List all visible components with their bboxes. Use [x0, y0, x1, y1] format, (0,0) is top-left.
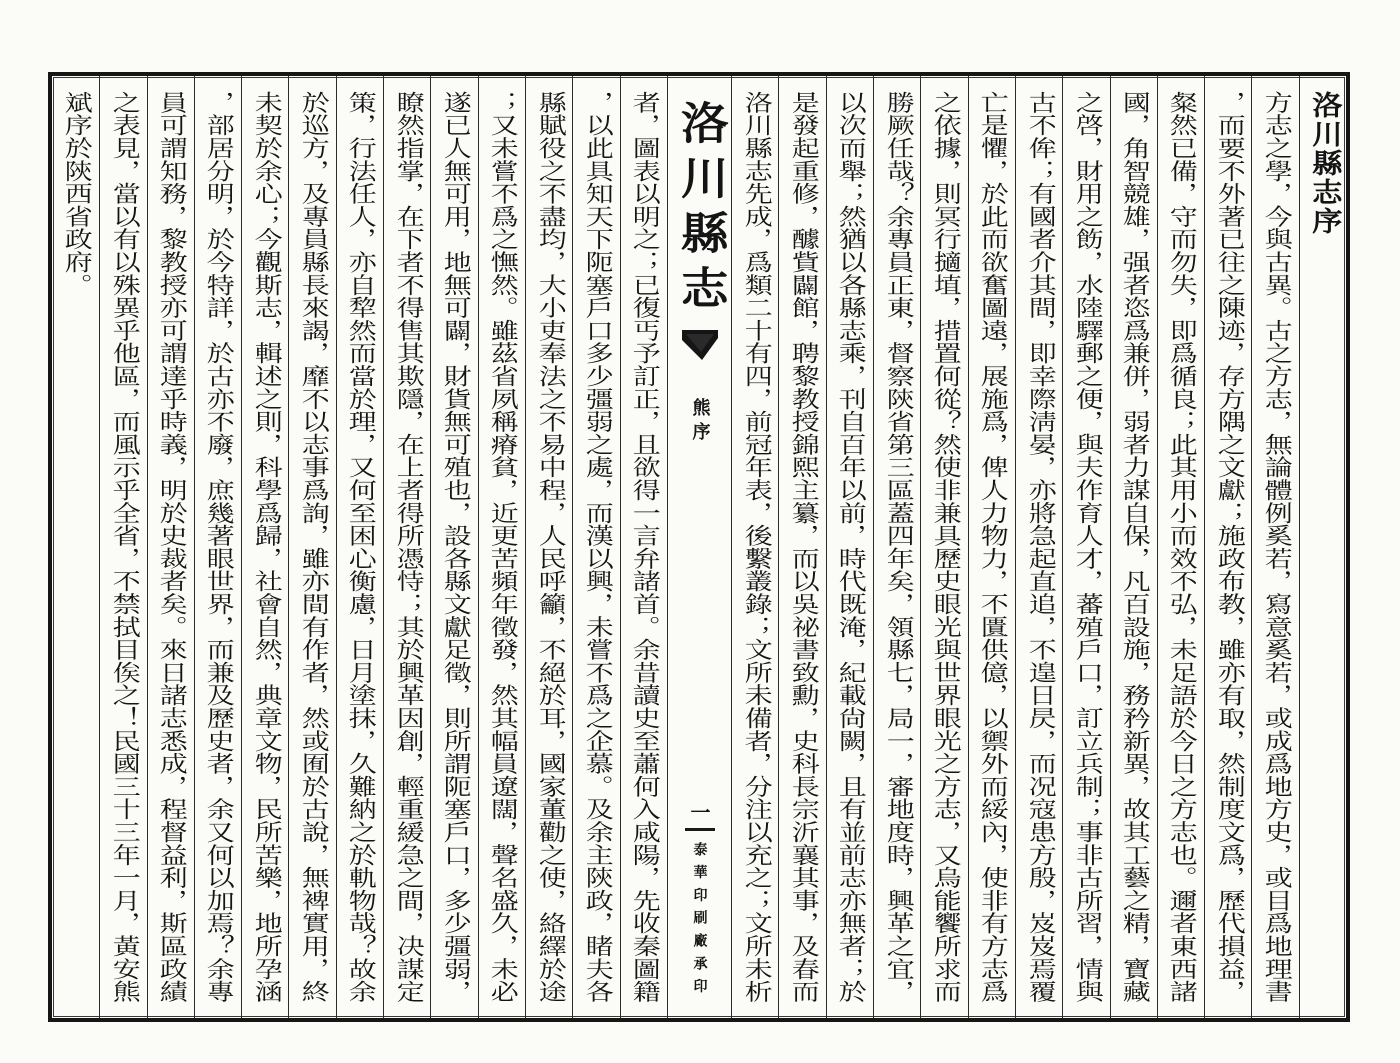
- column-text: 策，行法任人，亦自犂然而當於理，又何至困心衡慮，日月塗抹，久難納之於軌物哉？故余: [344, 91, 377, 1003]
- fishtail-mark: [668, 330, 731, 364]
- center-fold-column: [667, 76, 731, 1018]
- fishtail-icon: [680, 330, 720, 364]
- column-text: 古不侔；有國者介其間，即幸際淸晏，亦將急起直追，不遑日昃，而况寇患方殷，岌岌焉覆: [1023, 91, 1056, 1003]
- section-label-block: [668, 398, 731, 446]
- text-column: [572, 76, 619, 1018]
- text-column: [383, 76, 430, 1018]
- text-column: [99, 76, 146, 1018]
- text-column: [1110, 76, 1157, 1018]
- column-text: 國，角智競雄，强者恣爲兼併，弱者力謀自保，凡百設施，務矜新異，故其工藝之精，寶藏: [1118, 91, 1151, 1003]
- page-number-block: [668, 802, 731, 822]
- text-column: [288, 76, 335, 1018]
- text-column: [147, 76, 194, 1018]
- text-column: [920, 76, 967, 1018]
- column-text: ，而要不外著已往之陳迹，存方隅之文獻；施政布教，雖亦有取，然制度文爲，歷代損益，: [1212, 91, 1246, 1003]
- column-text: 未契於余心；今觀斯志，輯述之則，科學爲歸，社會自然，典章文物，民所苦樂，地所孕涵: [249, 91, 283, 1003]
- column-text: 洛川縣志先成，爲類二十有四，前冠年表，後繫叢錄；文所未備者，分注以充之；文所未析: [739, 91, 773, 1003]
- text-column: [194, 76, 241, 1018]
- column-text: ，部居分明，於今特詳，於古亦不廢，庶幾著眼世界，而兼及歷史者，余又何以加焉？余專: [202, 91, 235, 1003]
- text-column: [873, 76, 920, 1018]
- column-text: 以次而舉；然猶以各縣志乘，刊自百年以前，時代既淹，紀載尙闕，且有並前志亦無者；於: [834, 91, 867, 1003]
- column-text: 之啓，財用之飭，水陸驛郵之便，與夫作育人才，蕃殖戶口，訂立兵制；事非古所習，情與: [1070, 91, 1104, 1003]
- column-text: 亡是懼，於此而欲奮圖遠，展施爲，俾人力物力，不匱供億，以禦外而綏內，使非有方志爲: [976, 91, 1009, 1003]
- book-title-block: [668, 100, 731, 320]
- text-column: [525, 76, 572, 1018]
- column-text: 遂已人無可用，地無可闢，財貨無可殖也，設各縣文獻足徵，則所謂阨塞戶口，多少彊弱，: [439, 91, 472, 1003]
- column-text: 勝厥任哉？余專員正東，督察陝省第三區蓋四年矣，領縣七，局一，審地度時，興革之宜，: [881, 91, 914, 1003]
- column-text: 縣賦役之不盡均，大小吏奉法之不易中程，人民呼籲，不絕於耳，國家董勸之使，絡繹於途: [533, 91, 566, 1003]
- column-text: 粲然已備，守而勿失，即爲循良；此其用小而效不弘，未足語於今日之方志也。邇者東西諸: [1165, 91, 1198, 1003]
- text-column: [968, 76, 1015, 1018]
- text-column: [1015, 76, 1062, 1018]
- column-text: 是發起重修，醵貲闢館，聘黎教授錦熙主纂，而以吳祕書致勳，史科長宗沂襄其事，及春而: [787, 91, 820, 1003]
- text-column: [731, 76, 778, 1018]
- column-text: ；又未嘗不爲之憮然。雖茲省夙稱瘠貧，近更苦頻年徵發，然其幅員遼闊，聲名盛久，未必: [486, 91, 519, 1003]
- text-column: [778, 76, 825, 1018]
- printer-credit: 泰華印刷廠承印: [691, 842, 708, 1002]
- preface-title: 洛川縣志序: [1306, 91, 1341, 236]
- column-text: 斌序於陝西省政府。: [60, 91, 93, 297]
- column-text: 於巡方，及專員縣長來謁，靡不以志事爲詢，雖亦間有作者，然或囿於古說，無裨實用，終: [297, 91, 330, 1003]
- text-column: [430, 76, 477, 1018]
- page-rule-line: [685, 828, 715, 831]
- page-rule: [668, 828, 731, 831]
- column-text: 方志之學，今與古異。古之方志，無論體例奚若，寫意奚若，或成爲地方史，或目爲地理書: [1260, 91, 1293, 1003]
- text-column: [1157, 76, 1204, 1018]
- text-column: [620, 76, 667, 1018]
- section-label: 熊序: [689, 398, 711, 446]
- column-text: 瞭然指掌，在下者不得售其欺隱，在上者得所憑恃；其於興革因創，輕重緩急之間，决謀定: [391, 91, 425, 1003]
- text-column: [336, 76, 383, 1018]
- text-column: [52, 76, 99, 1018]
- text-column: [1204, 76, 1251, 1018]
- text-column: [826, 76, 873, 1018]
- column-text: ，以此具知天下阨塞戶口多少彊弱之處，而漢以興，未嘗不爲之企慕。及余主陝政，睹夫各: [580, 91, 614, 1003]
- column-text: 之依據，則冥行擿埴，措置何從？然使非兼具歷史眼光與世界眼光之方志，又烏能饗所求而: [929, 91, 962, 1003]
- column-text: 之表見，當以有以殊異乎他區，而風示乎全省，不禁拭目俟之！民國三十三年一月，黃安熊: [108, 91, 141, 1003]
- preface-title-column: [1299, 76, 1346, 1018]
- page-number: 一: [687, 802, 711, 822]
- text-column: [1062, 76, 1109, 1018]
- column-text: 員可謂知務，黎教授亦可謂達乎時義，明於史裁者矣。來日諸志悉成，程督益利，斯區政績: [155, 91, 188, 1003]
- column-text: 者，圖表以明之；已復丐予訂正，且欲得一言弁諸首。余昔讀史至蕭何入咸陽，先收秦圖籍: [628, 91, 661, 1003]
- text-column: [1251, 76, 1298, 1018]
- page-frame: [48, 72, 1350, 1022]
- book-title: 洛川縣志: [672, 100, 728, 320]
- printer-block: [668, 842, 731, 1002]
- text-column: [241, 76, 288, 1018]
- text-column: [478, 76, 525, 1018]
